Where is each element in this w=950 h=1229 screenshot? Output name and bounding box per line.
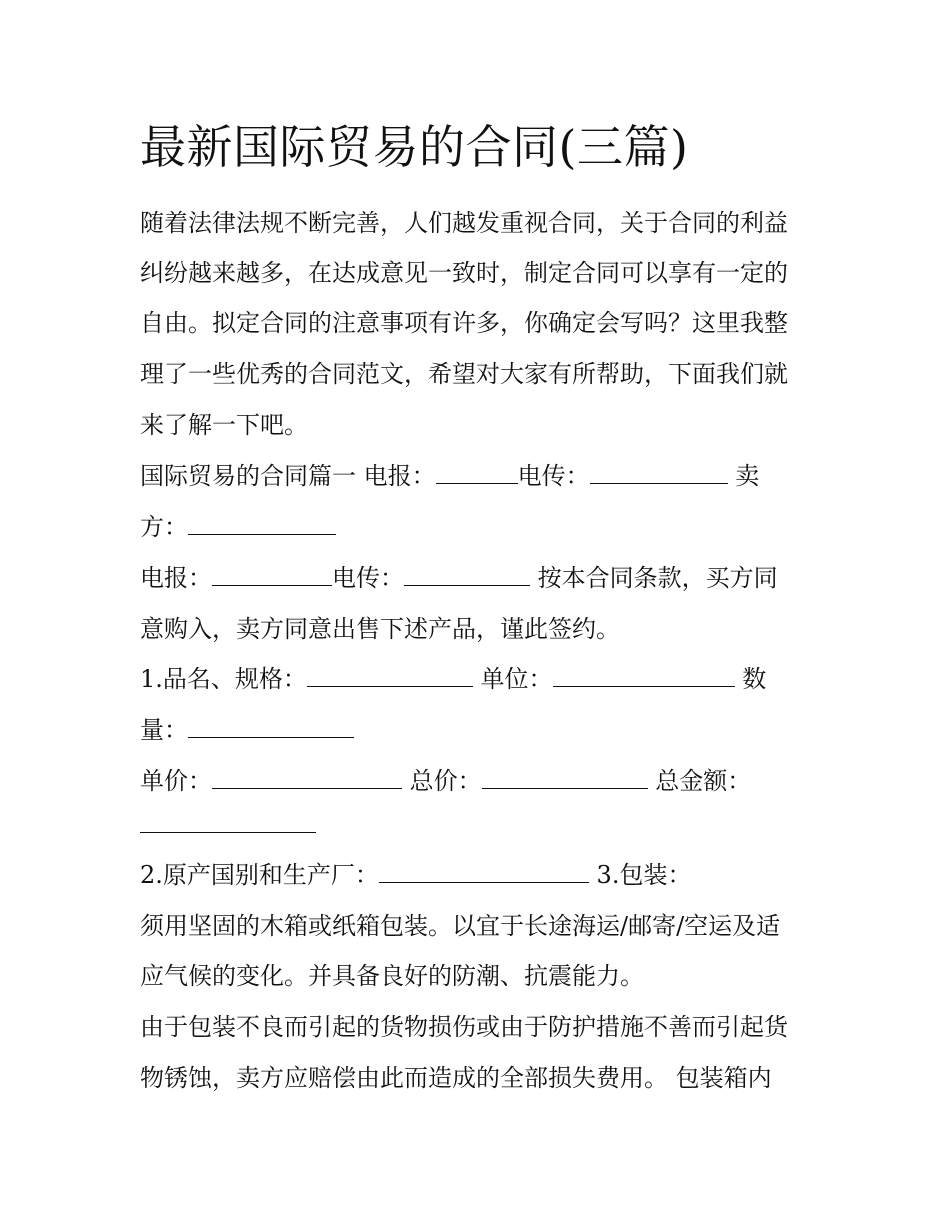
packing-line: 应气候的变化。并具备良好的防潮、抗震能力。 [140, 962, 644, 990]
buyer-telegraph-label: 电报： [140, 564, 212, 592]
seller-telegraph-blank[interactable] [436, 461, 518, 484]
intro-line: 来了解一下吧。 [140, 411, 308, 439]
unit-price-blank[interactable] [212, 766, 402, 789]
name-spec-label: 1.品名、规格： [140, 665, 307, 693]
buyer-info-line [140, 561, 778, 595]
price-line [140, 764, 751, 798]
origin-label: 2.原产国别和生产厂： [140, 861, 379, 889]
packing-line: 须用坚固的木箱或纸箱包装。以宜于长途海运/邮寄/空运及适 [140, 912, 781, 940]
intro-line: 理了一些优秀的合同范文，希望对大家有所帮助，下面我们就 [140, 360, 788, 388]
total-amount-blank[interactable] [140, 810, 316, 833]
total-amount-label: 总金额： [655, 767, 752, 795]
agreement-start: 按本合同条款，买方同 [537, 564, 778, 592]
intro-line: 自由。拟定合同的注意事项有许多，你确定会写吗？这里我整 [140, 309, 788, 337]
buyer-telegraph-blank[interactable] [212, 563, 332, 586]
origin-blank[interactable] [379, 860, 589, 883]
seller-fax-blank[interactable] [590, 461, 728, 484]
quantity-label-cont: 量： [140, 716, 188, 744]
seller-fax-label: 电传： [517, 462, 590, 490]
quantity-blank[interactable] [188, 715, 354, 738]
buyer-fax-label: 电传： [332, 564, 404, 592]
clause-2-line [140, 858, 691, 892]
seller-label-cont: 方： [140, 513, 188, 541]
section-title: 国际贸易的合同篇一 [140, 462, 356, 490]
intro-line: 纠纷越来越多，在达成意见一致时，制定合同可以享有一定的 [140, 259, 788, 287]
buyer-fax-blank[interactable] [404, 563, 530, 586]
name-spec-blank[interactable] [307, 664, 473, 687]
seller-name-line [140, 510, 336, 544]
agreement-end: 意购入，卖方同意出售下述产品，谨此签约。 [140, 615, 620, 643]
document-title: 最新国际贸易的合同(三篇) [140, 120, 689, 174]
seller-label: 卖 [735, 462, 760, 490]
packing-label: 3.包装： [596, 861, 692, 889]
clause-1-line [140, 662, 766, 696]
unit-label: 单位： [480, 665, 553, 693]
seller-telegraph-label: 电报： [363, 462, 436, 490]
quantity-label: 数 [742, 665, 767, 693]
unit-blank[interactable] [553, 664, 735, 687]
intro-line: 随着法律法规不断完善，人们越发重视合同，关于合同的利益 [140, 209, 788, 237]
unit-price-label: 单价： [140, 767, 212, 795]
total-amount-line [140, 808, 316, 842]
total-price-label: 总价： [409, 767, 482, 795]
seller-info-line [140, 459, 759, 493]
seller-name-blank[interactable] [188, 512, 336, 535]
quantity-line [140, 713, 354, 747]
total-price-blank[interactable] [482, 766, 648, 789]
packing-line: 由于包装不良而引起的货物损伤或由于防护措施不善而引起货 [140, 1013, 788, 1041]
packing-line: 物锈蚀，卖方应赔偿由此而造成的全部损失费用。 包装箱内 [140, 1064, 772, 1092]
